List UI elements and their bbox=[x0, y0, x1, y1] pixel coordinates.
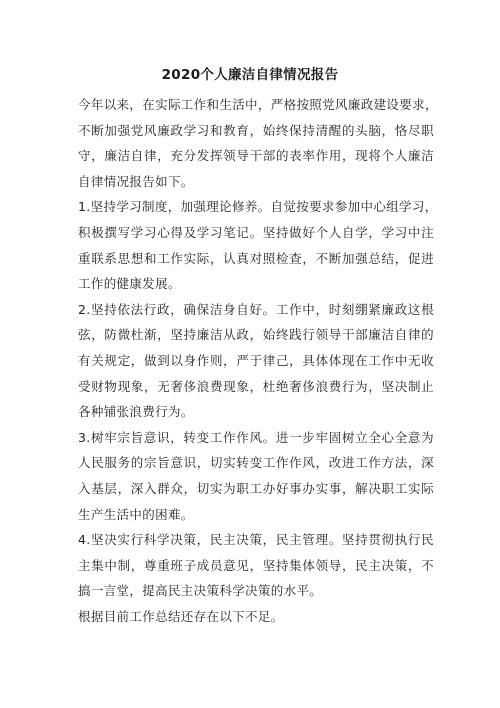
text-line: 守，廉洁自律，充分发挥领导干部的表率作用，现将个人廉洁 bbox=[78, 148, 434, 164]
text-line: 3.树牢宗旨意识，转变工作作风。进一步牢固树立全心全意为 bbox=[78, 429, 434, 445]
text-line: 生产生活中的困难。 bbox=[78, 506, 194, 522]
paragraph-item-2 bbox=[78, 297, 434, 425]
text-line: 有关规定，做到以身作则，严于律己，具体体现在工作中无收 bbox=[78, 352, 434, 368]
text-line: 2.坚持依法行政，确保洁身自好。工作中，时刻绷紧廉政这根 bbox=[78, 301, 434, 317]
text-line: 各种铺张浪费行为。 bbox=[78, 404, 194, 420]
text-line: 工作的健康发展。 bbox=[78, 276, 181, 292]
text-line: 不断加强党风廉政学习和教育，始终保持清醒的头脑，恪尽职 bbox=[78, 122, 434, 138]
text-line: 1.坚持学习制度，加强理论修养。自觉按要求参加中心组学习， bbox=[78, 199, 438, 215]
text-line: 根据目前工作总结还存在以下不足。 bbox=[78, 608, 284, 624]
text-line: 自律情况报告如下。 bbox=[78, 173, 194, 189]
text-line: 受财物现象，无奢侈浪费现象，杜绝奢侈浪费行为，坚决制止 bbox=[78, 378, 434, 394]
text-line: 人民服务的宗旨意识，切实转变工作作风，改进工作方法，深 bbox=[78, 455, 434, 471]
paragraph-item-4 bbox=[78, 527, 434, 604]
paragraph-intro bbox=[78, 92, 438, 194]
text-line: 主集中制，尊重班子成员意见，坚持集体领导，民主决策，不 bbox=[78, 557, 434, 573]
text-line: 4.坚决实行科学决策，民主决策，民主管理。坚持贯彻执行民 bbox=[78, 532, 434, 548]
document-body bbox=[78, 92, 438, 629]
paragraph-conclusion bbox=[78, 604, 434, 630]
text-line: 重联系思想和工作实际，认真对照检查，不断加强总结，促进 bbox=[78, 250, 434, 266]
paragraph-item-3 bbox=[78, 425, 434, 527]
text-line: 入基层，深入群众，切实为职工办好事办实事，解决职工实际 bbox=[78, 480, 434, 496]
text-line: 搞一言堂，提高民主决策科学决策的水平。 bbox=[78, 583, 323, 599]
text-line: 今年以来，在实际工作和生活中，严格按照党风廉政建设要求， bbox=[78, 97, 438, 112]
document-title: 2020个人廉洁自律情况报告 bbox=[161, 67, 339, 83]
paragraph-item-1 bbox=[78, 194, 438, 296]
text-line: 弦，防微杜渐，坚持廉洁从政，始终践行领导干部廉洁自律的 bbox=[78, 327, 434, 343]
text-line: 积极撰写学习心得及学习笔记。坚持做好个人自学，学习中注 bbox=[78, 224, 434, 240]
